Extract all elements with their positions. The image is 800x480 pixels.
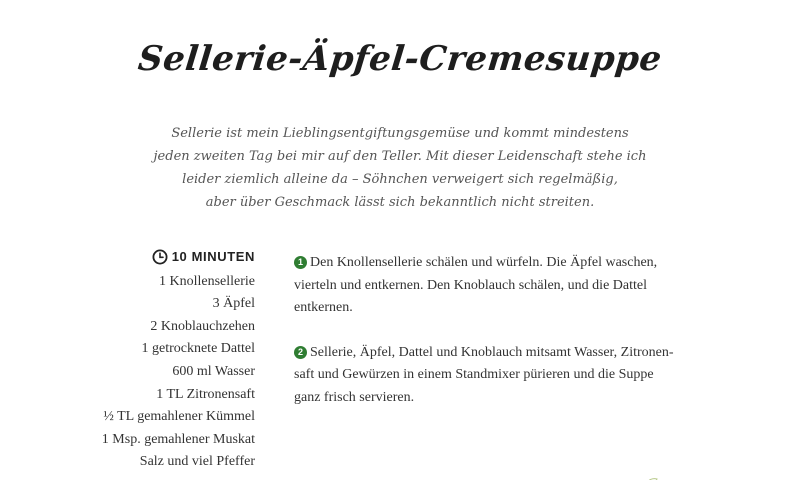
preparation-steps bbox=[294, 252, 704, 432]
clock-icon bbox=[152, 249, 168, 265]
ingredient-item: 1 Knollensellerie bbox=[158, 273, 255, 289]
ingredient-item: 600 ml Wasser bbox=[172, 363, 255, 379]
recipe-intro bbox=[140, 122, 660, 214]
step-text: ganz frisch servieren. bbox=[294, 389, 415, 405]
ingredient-item: Salz und viel Pfeffer bbox=[139, 454, 255, 470]
step-text: entkernen. bbox=[294, 300, 353, 316]
intro-line: jeden zweiten Tag bei mir auf den Teller. Mit dieser Leidenschaft stehe ich bbox=[153, 149, 647, 164]
step-line-first bbox=[294, 342, 704, 365]
prep-time bbox=[15, 246, 255, 269]
ingredient-item: 1 TL Zitronensaft bbox=[156, 386, 255, 402]
step-text: vierteln und entkernen. Den Knoblauch schälen, und die Dattel bbox=[294, 277, 647, 293]
ingredient-item: 3 Äpfel bbox=[212, 296, 255, 312]
ingredient-item: 2 Knoblauchzehen bbox=[150, 318, 255, 334]
step-2 bbox=[294, 342, 704, 410]
step-line-first bbox=[294, 252, 704, 275]
step-1 bbox=[294, 252, 704, 320]
step-number-badge: 1 bbox=[294, 256, 307, 269]
step-text: Sellerie, Äpfel, Dattel und Knoblauch mitsamt Wasser, Zitronen- bbox=[310, 344, 674, 360]
recipe-title: Sellerie-Äpfel-Cremesuppe bbox=[136, 39, 664, 79]
ingredient-item: ½ TL gemahlener Kümmel bbox=[103, 409, 255, 425]
intro-line: aber über Geschmack lässt sich bekanntlich nicht streiten. bbox=[205, 195, 595, 210]
step-text: Den Knollensellerie schälen und würfeln. Die Äpfel waschen, bbox=[310, 255, 658, 270]
intro-line: leider ziemlich alleine da – Söhnchen verweigert sich regelmäßig, bbox=[182, 172, 618, 187]
intro-line: Sellerie ist mein Lieblingsentgiftungsgemüse und kommt mindestens bbox=[171, 126, 629, 141]
ingredient-list bbox=[15, 246, 255, 474]
step-text: saft und Gewürzen in einem Standmixer pürieren und die Suppe bbox=[294, 367, 654, 383]
ingredient-item: 1 getrocknete Dattel bbox=[141, 341, 255, 357]
ingredient-item: 1 Msp. gemahlener Muskat bbox=[101, 431, 255, 447]
leaf-icon bbox=[644, 474, 658, 480]
prep-time-label: 10 MINUTEN bbox=[171, 249, 255, 264]
step-number-badge: 2 bbox=[294, 346, 307, 359]
